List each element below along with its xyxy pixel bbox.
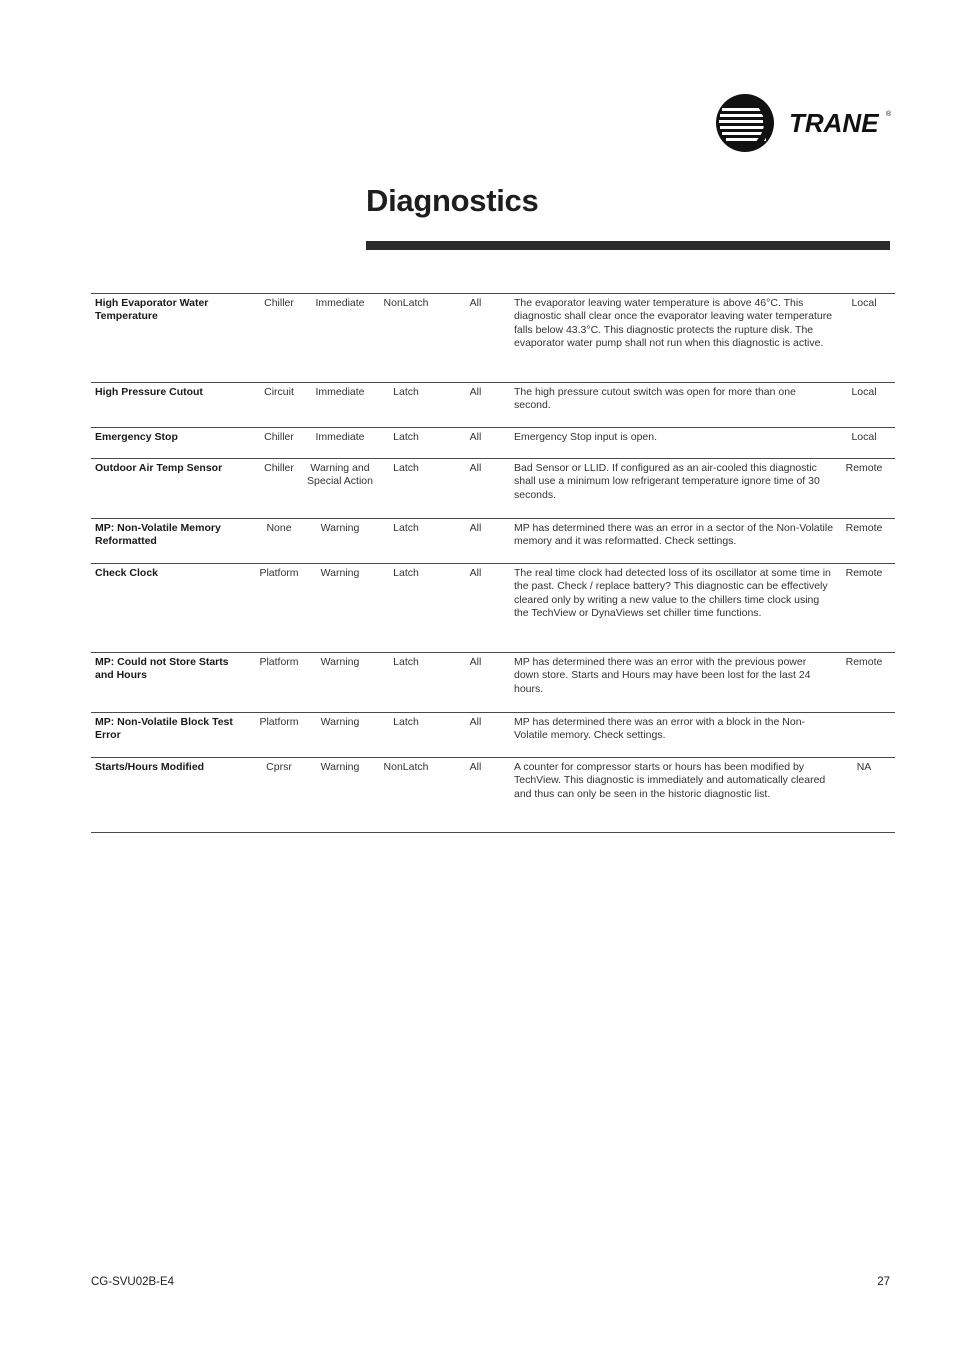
active-modes: All xyxy=(469,297,482,309)
active-modes: All xyxy=(469,522,482,534)
reset-level: Remote xyxy=(845,522,883,534)
active-modes: All xyxy=(469,567,482,579)
diagnostic-name: Starts/Hours Modified xyxy=(95,761,205,773)
criteria-description: The real time clock had detected loss of its oscillator at some time in the past. Check / replace battery? This diagnostic can be effectively cleared only by writing a new value to the chillers time clock using the TechView or DynaViews set chiller time functions. xyxy=(514,567,831,620)
reset-level: Remote xyxy=(845,656,883,668)
reset-level: Local xyxy=(851,431,877,443)
diagnostic-name: High Pressure Cutout xyxy=(95,386,203,398)
table-row xyxy=(91,713,895,758)
table-row xyxy=(91,564,895,653)
severity: Immediate xyxy=(315,431,365,443)
table-row xyxy=(91,758,895,833)
severity: Warning xyxy=(320,567,360,579)
reset-level: Local xyxy=(851,297,877,309)
criteria-description: MP has determined there was an error with the previous power down store. Starts and Hours may have been lost for the last 24 hours. xyxy=(514,656,811,695)
active-modes: All xyxy=(469,462,482,474)
criteria-description: MP has determined there was an error with a block in the Non-Volatile memory. Check settings. xyxy=(514,716,806,742)
affected-target: Platform xyxy=(259,716,299,728)
affected-target: Platform xyxy=(259,656,299,668)
severity: Warning xyxy=(320,716,360,728)
trane-logo xyxy=(716,94,894,154)
reset-level: NA xyxy=(856,761,872,773)
criteria-description: A counter for compressor starts or hours has been modified by TechView. This diagnostic is immediately and automatically cleared and thus can only be seen in the historic diagnostic list. xyxy=(514,761,826,800)
active-modes: All xyxy=(469,431,482,443)
diagnostic-name: MP: Could not Store Starts and Hours xyxy=(95,656,229,682)
page-number: 27 xyxy=(877,1276,890,1288)
persistence: Latch xyxy=(393,431,419,443)
table-row xyxy=(91,383,895,428)
severity: Warning xyxy=(320,522,360,534)
diagnostic-name: MP: Non-Volatile Block Test Error xyxy=(95,716,233,742)
diagnostic-name: Outdoor Air Temp Sensor xyxy=(95,462,223,474)
severity: Warning and Special Action xyxy=(307,462,373,488)
affected-target: Chiller xyxy=(264,462,294,474)
brand-wordmark: TRANE xyxy=(789,108,879,138)
diagnostic-name: MP: Non-Volatile Memory Reformatted xyxy=(95,522,221,548)
document-code: CG-SVU02B-E4 xyxy=(91,1276,175,1288)
diagnostic-name: High Evaporator Water Temperature xyxy=(95,297,209,323)
active-modes: All xyxy=(469,656,482,668)
active-modes: All xyxy=(469,761,482,773)
active-modes: All xyxy=(469,716,482,728)
persistence: Latch xyxy=(393,462,419,474)
registered-mark: ® xyxy=(886,111,892,118)
diagnostic-name: Check Clock xyxy=(95,567,159,579)
diagnostic-name: Emergency Stop xyxy=(95,431,178,443)
affected-target: Platform xyxy=(259,567,299,579)
table-row xyxy=(91,294,895,383)
criteria-description: The evaporator leaving water temperature is above 46°C. This diagnostic shall clear once the evaporator leaving water temperature falls below 43.3°C. This diagnostic protects the rupture disk. The evaporator water pump shall not run when this diagnostic is active. xyxy=(514,297,833,350)
reset-level: Remote xyxy=(845,567,883,579)
page-title: Diagnostics xyxy=(366,183,539,218)
affected-target: Cprsr xyxy=(266,761,292,773)
reset-level: Local xyxy=(851,386,877,398)
criteria-description: Emergency Stop input is open. xyxy=(514,431,658,443)
persistence: Latch xyxy=(393,716,419,728)
severity: Warning xyxy=(320,656,360,668)
affected-target: Chiller xyxy=(264,431,294,443)
persistence: NonLatch xyxy=(383,761,429,773)
persistence: Latch xyxy=(393,386,419,398)
criteria-description: Bad Sensor or LLID. If configured as an air-cooled this diagnostic shall use a minimum low refrigerant temperature ignore time of 30 seconds. xyxy=(514,462,820,501)
persistence: Latch xyxy=(393,567,419,579)
table-row xyxy=(91,653,895,713)
table-row xyxy=(91,428,895,459)
criteria-description: MP has determined there was an error in a sector of the Non-Volatile memory and it was reformatted. Check settings. xyxy=(514,522,834,548)
table-row xyxy=(91,459,895,519)
active-modes: All xyxy=(469,386,482,398)
persistence: Latch xyxy=(393,522,419,534)
severity: Immediate xyxy=(315,386,365,398)
severity: Warning xyxy=(320,761,360,773)
title-rule xyxy=(366,241,890,250)
persistence: Latch xyxy=(393,656,419,668)
table-row xyxy=(91,519,895,564)
criteria-description: The high pressure cutout switch was open for more than one second. xyxy=(514,386,796,412)
affected-target: Chiller xyxy=(264,297,294,309)
reset-level: Remote xyxy=(845,462,883,474)
affected-target: Circuit xyxy=(264,386,294,398)
diagnostics-table xyxy=(91,293,895,833)
affected-target: None xyxy=(266,522,292,534)
persistence: NonLatch xyxy=(383,297,429,309)
severity: Immediate xyxy=(315,297,365,309)
